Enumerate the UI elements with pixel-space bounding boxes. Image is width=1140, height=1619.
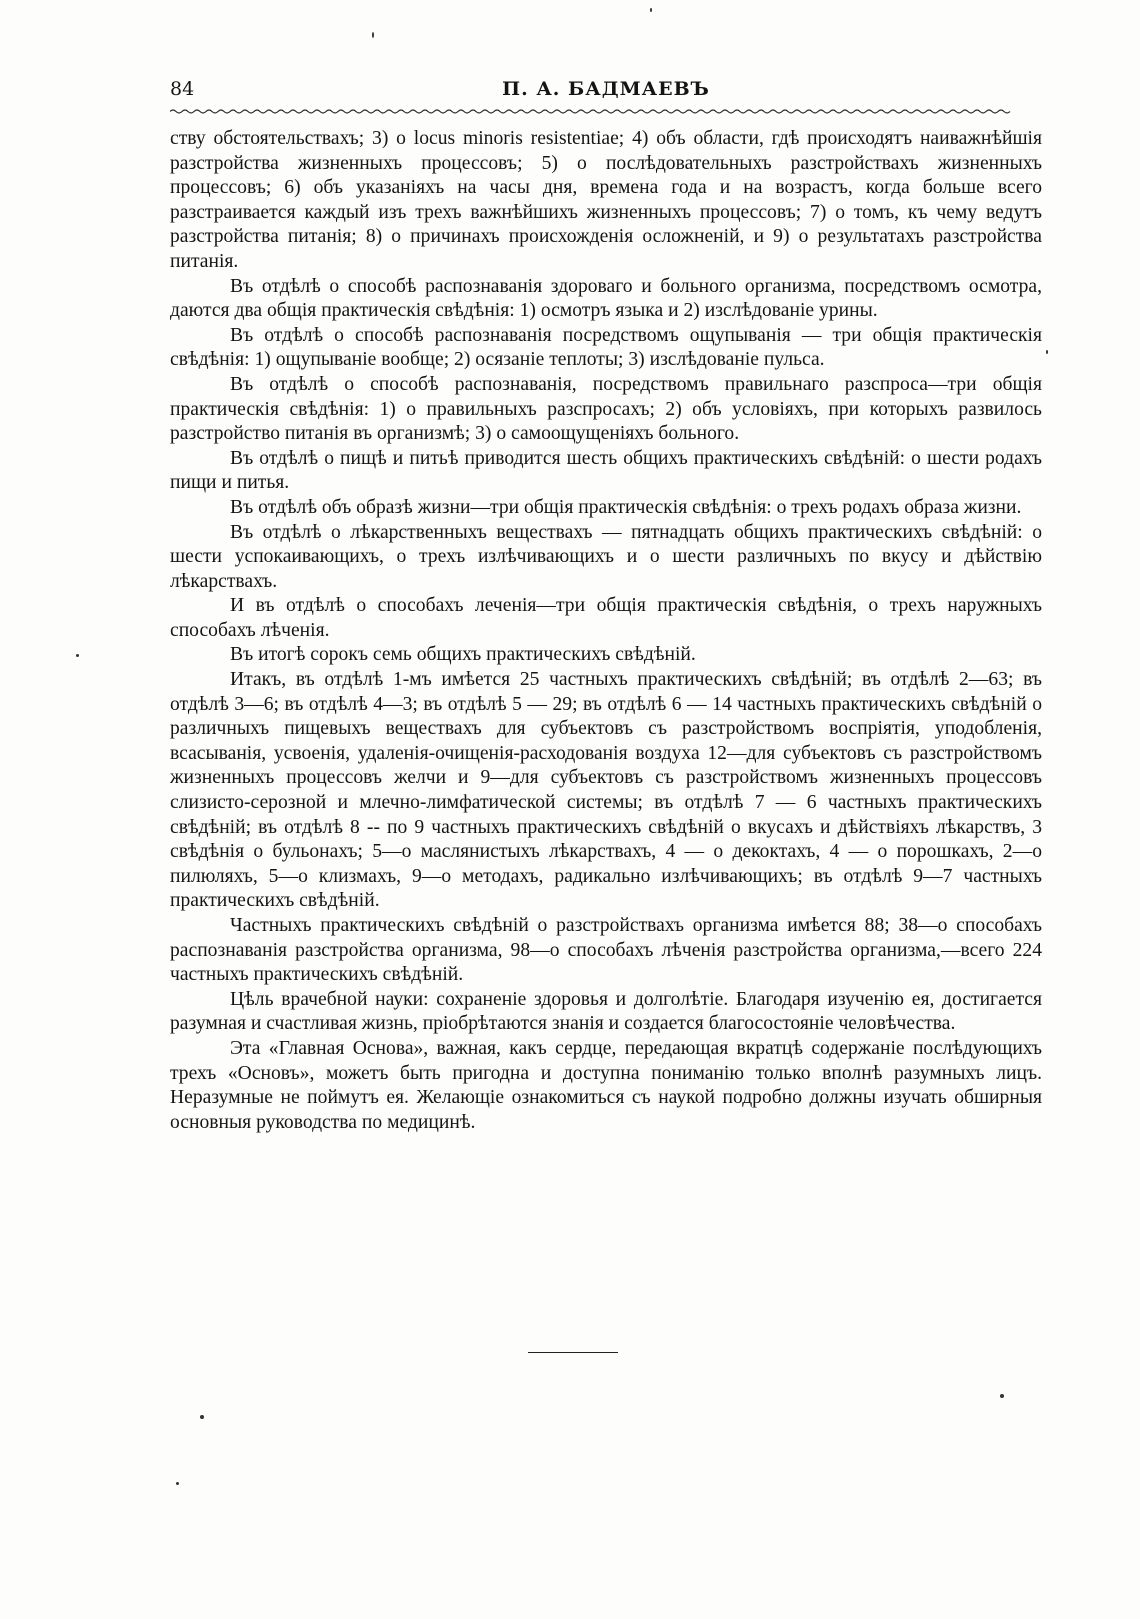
paragraph: Въ отдѣлѣ о лѣкарственныхъ веществахъ — пятнадцать общихъ практическихъ свѣдѣній: о шести успокаивающихъ, о трехъ излѣчивающихъ и о шести различныхъ по вкусу и дѣйствію лѣкарствахъ. [170, 521, 1042, 592]
paragraph: И въ отдѣлѣ о способахъ леченія—три общія практическія свѣдѣнія, о трехъ наружныхъ способахъ лѣченія. [170, 595, 1042, 641]
body-text [170, 127, 1042, 1135]
paragraph: Итакъ, въ отдѣлѣ 1-мъ имѣется 25 частныхъ практическихъ свѣдѣній; въ отдѣлѣ 2—63; въ отдѣлѣ 3—6; въ отдѣлѣ 4—3; въ отдѣлѣ 5 — 29; въ отдѣлѣ 6 — 14 частныхъ практическихъ свѣдѣній о различныхъ пищевыхъ веществахъ для субъектовъ съ разстройствомъ воспріятія, уподобленія, всасыванія, усвоенія, удаленія-очищенія-расходованія воздуха 12—для субъектовъ съ разстройствомъ жизненныхъ процессовъ желчи и 9—для субъектовъ съ разстройствомъ жизненныхъ процессовъ слизисто-серозной и млечно-лимфатической системы; въ отдѣлѣ 7 — 6 частныхъ практическихъ свѣдѣній; въ отдѣлѣ 8 -- по 9 частныхъ практическихъ свѣдѣній о вкусахъ и дѣйствіяхъ лѣкарствъ, 3 свѣдѣнія о бульонахъ; 5—о маслянистыхъ лѣкарствахъ, 4 — о декоктахъ, 4 — о порошкахъ, 2—о пилюляхъ, 5—о клизмахъ, 9—о методахъ, радикально излѣчивающихъ; въ отдѣлѣ 9—7 частныхъ практическихъ свѣдѣній. [170, 669, 1042, 912]
paragraph: Эта «Главная Основа», важная, какъ сердце, передающая вкратцѣ содержаніе послѣдующихъ трехъ «Основъ», можетъ быть пригодна и доступна пониманію только вполнѣ разумныхъ лицъ. Неразумные не поймутъ ея. Желающіе ознакомиться съ наукой подробно должны изучать обширныя основныя руководства по медицинѣ. [170, 1037, 1042, 1133]
end-of-section-rule [528, 1352, 618, 1353]
scan-speck [76, 654, 79, 657]
paragraph: Въ отдѣлѣ о способѣ распознаванія, посредствомъ правильнаго разспроса—три общія практическія свѣдѣнія: 1) о правильныхъ разспросахъ; 2) объ условіяхъ, при которыхъ развилось разстройство питанія въ организмѣ; 3) о самоощущеніяхъ больного. [170, 373, 1042, 445]
scan-speck [1000, 1394, 1004, 1398]
header-wavy-rule [170, 108, 1042, 115]
paragraph: Въ отдѣлѣ о способѣ распознаванія здороваго и больного организма, посредствомъ осмотра, даются два общія практическія свѣдѣнія: 1) осмотръ языка и 2) изслѣдованіе урины. [170, 275, 1042, 322]
page-header [170, 78, 1042, 102]
scan-speck [176, 1482, 179, 1485]
page-number: 84 [170, 78, 195, 100]
paragraph: Въ отдѣлѣ объ образѣ жизни—три общія практическія свѣдѣнія: о трехъ родахъ образа жизни. [230, 496, 1022, 518]
paragraph: Въ итогѣ сорокъ семь общихъ практическихъ свѣдѣній. [230, 644, 696, 666]
paragraph: Цѣль врачебной науки: сохраненіе здоровья и долголѣтіе. Благодаря изученію ея, достигается разумная и счастливая жизнь, пріобрѣтаются знанія и создается благосостояніе человѣчества. [170, 988, 1042, 1035]
scan-speck [200, 1415, 204, 1419]
paragraph: Въ отдѣлѣ о пищѣ и питьѣ приводится шесть общихъ практическихъ свѣдѣній: о шести родахъ пищи и питья. [170, 447, 1042, 494]
paragraph: Въ отдѣлѣ о способѣ распознаванія посредствомъ ощупыванія — три общія практическія свѣдѣнія: 1) ощупываніе вообще; 2) осязаніе теплоты; 3) изслѣдованіе пульса. [170, 324, 1042, 371]
scan-speck [650, 8, 652, 12]
paragraph: ству обстоятельствахъ; 3) о locus minoris resistentiae; 4) объ области, гдѣ происходятъ наиважнѣйшія разстройства жизненныхъ процессовъ; 5) о послѣдовательныхъ разстройствахъ жизненныхъ процессовъ; 6) объ указаніяхъ на часы дня, времена года и на возрастъ, когда больше всего разстраивается каждый изъ трехъ важнѣйшихъ жизненныхъ процессовъ; 7) о томъ, къ чему ведутъ разстройства питанія; 8) о причинахъ происхожденія осложненій, и 9) о результатахъ разстройства питанія. [170, 128, 1042, 272]
paragraph: Частныхъ практическихъ свѣдѣній о разстройствахъ организма имѣется 88; 38—о способахъ распознаванія разстройства организма, 98—о способахъ лѣченія разстройства организма,—всего 224 частныхъ практическихъ свѣдѣній. [170, 915, 1042, 986]
scan-speck [1046, 350, 1048, 354]
running-head: П. А. БАДМАЕВЪ [502, 78, 710, 100]
book-page [170, 78, 1042, 1135]
scan-speck [372, 32, 374, 38]
